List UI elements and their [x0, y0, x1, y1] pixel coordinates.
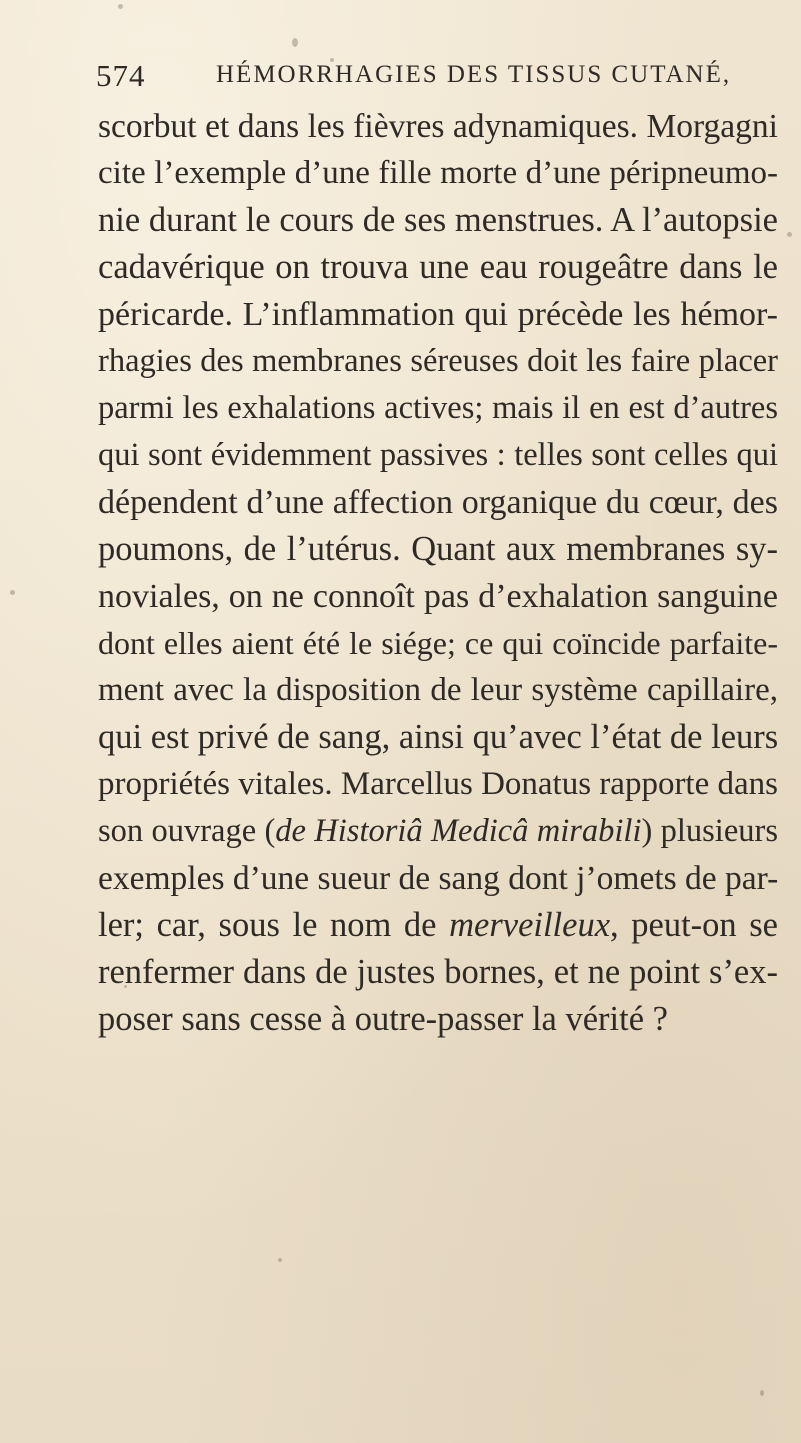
- paper-speck: [330, 58, 334, 62]
- paper-speck: [787, 232, 792, 237]
- text-line: cadavérique on trouva une eau rougeâtre dans le: [98, 248, 778, 286]
- italic-term: merveilleux: [449, 906, 611, 944]
- text-line: propriétés vitales. Marcellus Donatus rapporte dans: [98, 766, 778, 802]
- text-line: son ouvrage (de Historiâ Medicâ mirabili) plusieurs: [98, 813, 778, 849]
- text-line: exemples d’une sueur de sang dont j’omets de par-: [98, 860, 779, 897]
- text-line: noviales, on ne connoît pas d’exhalation sanguine: [98, 578, 778, 615]
- text-line: rhagies des membranes séreuses doit les faire placer: [98, 343, 778, 379]
- text-line: cite l’exemple d’une fille morte d’une péripneumo-: [98, 155, 778, 191]
- text-line: qui est privé de sang, ainsi qu’avec l’état de leurs: [98, 718, 779, 756]
- text-line: ment avec la disposition de leur système capillaire,: [98, 672, 778, 708]
- text-line: péricarde. L’inflammation qui précède les hémor-: [98, 296, 778, 333]
- text-line: parmi les exhalations actives; mais il en est d’autres: [98, 390, 778, 426]
- italic-title: de Historiâ Medicâ mirabili: [275, 813, 642, 849]
- page-number: 574: [96, 58, 146, 93]
- paper-speck: [278, 1258, 282, 1262]
- text-line: poumons, de l’utérus. Quant aux membranes sy-: [98, 530, 778, 568]
- paper-speck: [292, 38, 298, 47]
- text-line: dont elles aient été le siége; ce qui coïncide parfaite-: [98, 625, 778, 661]
- body-text: [98, 103, 778, 1043]
- text-line: poser sans cesse à outre-passer la vérité ?: [98, 1000, 668, 1038]
- text-line: qui sont évidemment passives : telles sont celles qui: [98, 437, 778, 473]
- paper-speck: [10, 590, 15, 595]
- running-head: [96, 58, 732, 102]
- text-line: nie durant le cours de ses menstrues. A l’autopsie: [98, 201, 778, 239]
- paper-speck: [760, 1390, 764, 1396]
- text-line: renfermer dans de justes bornes, et ne point s’ex-: [98, 953, 778, 991]
- text-line: ler; car, sous le nom de merveilleux, peut-on se: [98, 906, 778, 944]
- running-title: HÉMORRHAGIES DES TISSUS CUTANÉ,: [216, 61, 732, 88]
- paper-speck: [118, 4, 123, 9]
- text-line: dépendent d’une affection organique du cœur, des: [98, 484, 778, 521]
- text-line: scorbut et dans les fièvres adynamiques. Morgagni: [98, 108, 778, 145]
- paper-speck: [124, 985, 127, 988]
